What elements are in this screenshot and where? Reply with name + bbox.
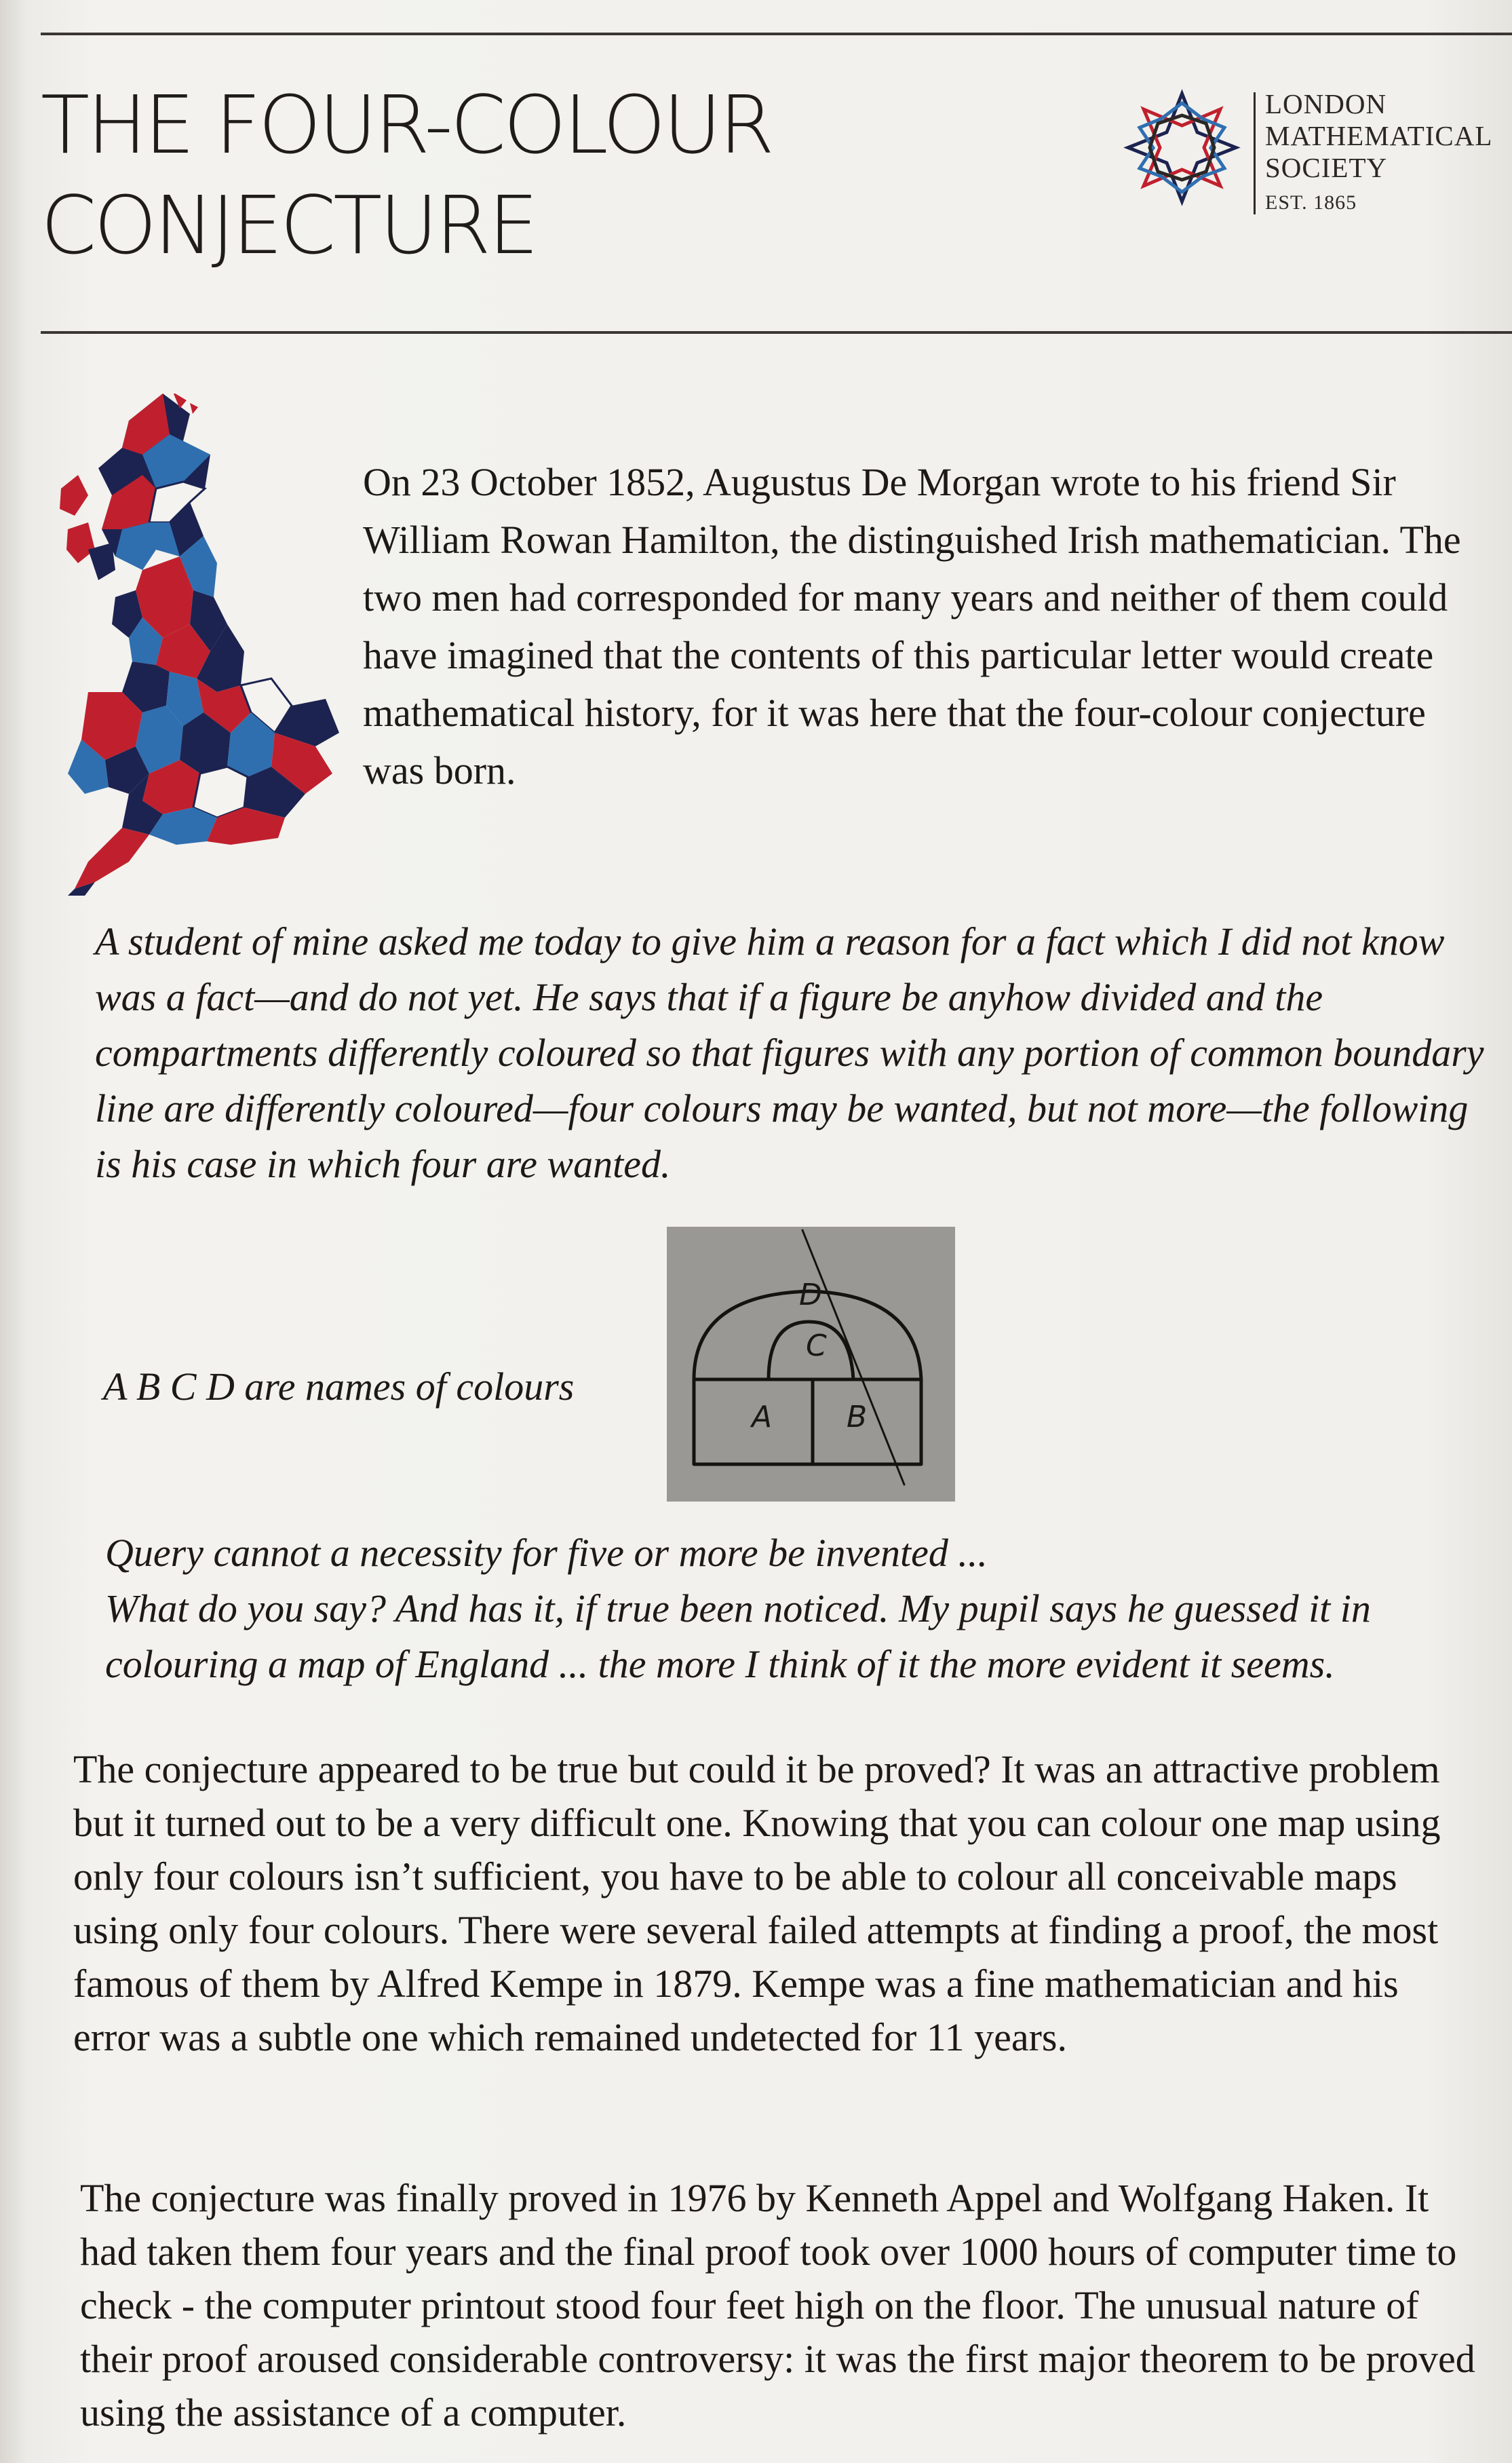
letter-query-line-2: What do you say? And has it, if true been noticed. My pupil says he guessed it in colouring a map of England ... the more I think of it the more evident it seems.: [105, 1586, 1371, 1686]
society-line-3: SOCIETY: [1265, 152, 1388, 183]
society-established: EST. 1865: [1265, 191, 1357, 214]
sketch-label-b: B: [847, 1400, 868, 1434]
society-name: [1265, 88, 1492, 218]
body-paragraph-kempe: The conjecture appeared to be true but could it be proved? It was an attractive problem but it turned out to be a very difficult one. Knowing that you can colour one map using only four colours isn’t sufficient, you have to be able to colour all conceivable maps using only four colours. There were several failed attempts at finding a proof, the most famous of them by Alfred Kempe in 1879. Kempe was a fine mathematician and his error was a subtle one which remained undetected for 11 years.: [73, 1747, 1441, 2059]
intro-paragraph: On 23 October 1852, Augustus De Morgan wrote to his friend Sir William Rowan Hamilton, the distinguished Irish mathematician. The two men had corresponded for many years and neither of them could have imagined that the contents of this particular letter would create mathematical history, for it was here that the four-colour conjecture was born.: [363, 460, 1461, 793]
letter-query-line-1: Query cannot a necessity for five or more be invented ...: [105, 1531, 988, 1575]
title-line-1: THE FOUR-COLOUR: [41, 78, 772, 172]
letter-query: [105, 1525, 1503, 1692]
lms-star-logo-icon: [1123, 88, 1241, 207]
society-logo-block: [1123, 88, 1512, 224]
sketch-drawing: [667, 1227, 955, 1502]
body-paragraph-proof: The conjecture was finally proved in 1976 by Kenneth Appel and Wolfgang Haken. It had taken them four years and the final proof took over 1000 hours of computer time to check - the computer printout stood four feet high on the floor. The unusual nature of their proof aroused considerable controversy: it was the first major theorem to be proved using the assistance of a computer.: [80, 2176, 1475, 2435]
uk-four-colour-map-icon: [47, 394, 346, 896]
colour-names-caption: A B C D are names of colours: [103, 1364, 575, 1409]
top-divider: [41, 33, 1512, 35]
letter-quote: A student of mine asked me today to give him a reason for a fact which I did not know was a fact—and do not yet. He says that if a figure be anyhow divided and the compartments differently coloured so that figures with any portion of common boundary line are differently coloured—four colours may be wanted, but not more—the following is his case in which four are wanted.: [95, 919, 1484, 1186]
page-title: [41, 75, 772, 275]
society-line-1: LONDON: [1265, 88, 1387, 119]
four-region-sketch: [667, 1227, 955, 1502]
sketch-label-c: C: [806, 1329, 827, 1363]
title-line-2: CONJECTURE: [41, 178, 537, 272]
header-divider: [41, 331, 1512, 334]
society-divider: [1254, 92, 1256, 214]
sketch-label-a: A: [752, 1400, 773, 1434]
society-line-2: MATHEMATICAL: [1265, 120, 1493, 151]
sketch-label-d: D: [799, 1278, 822, 1312]
